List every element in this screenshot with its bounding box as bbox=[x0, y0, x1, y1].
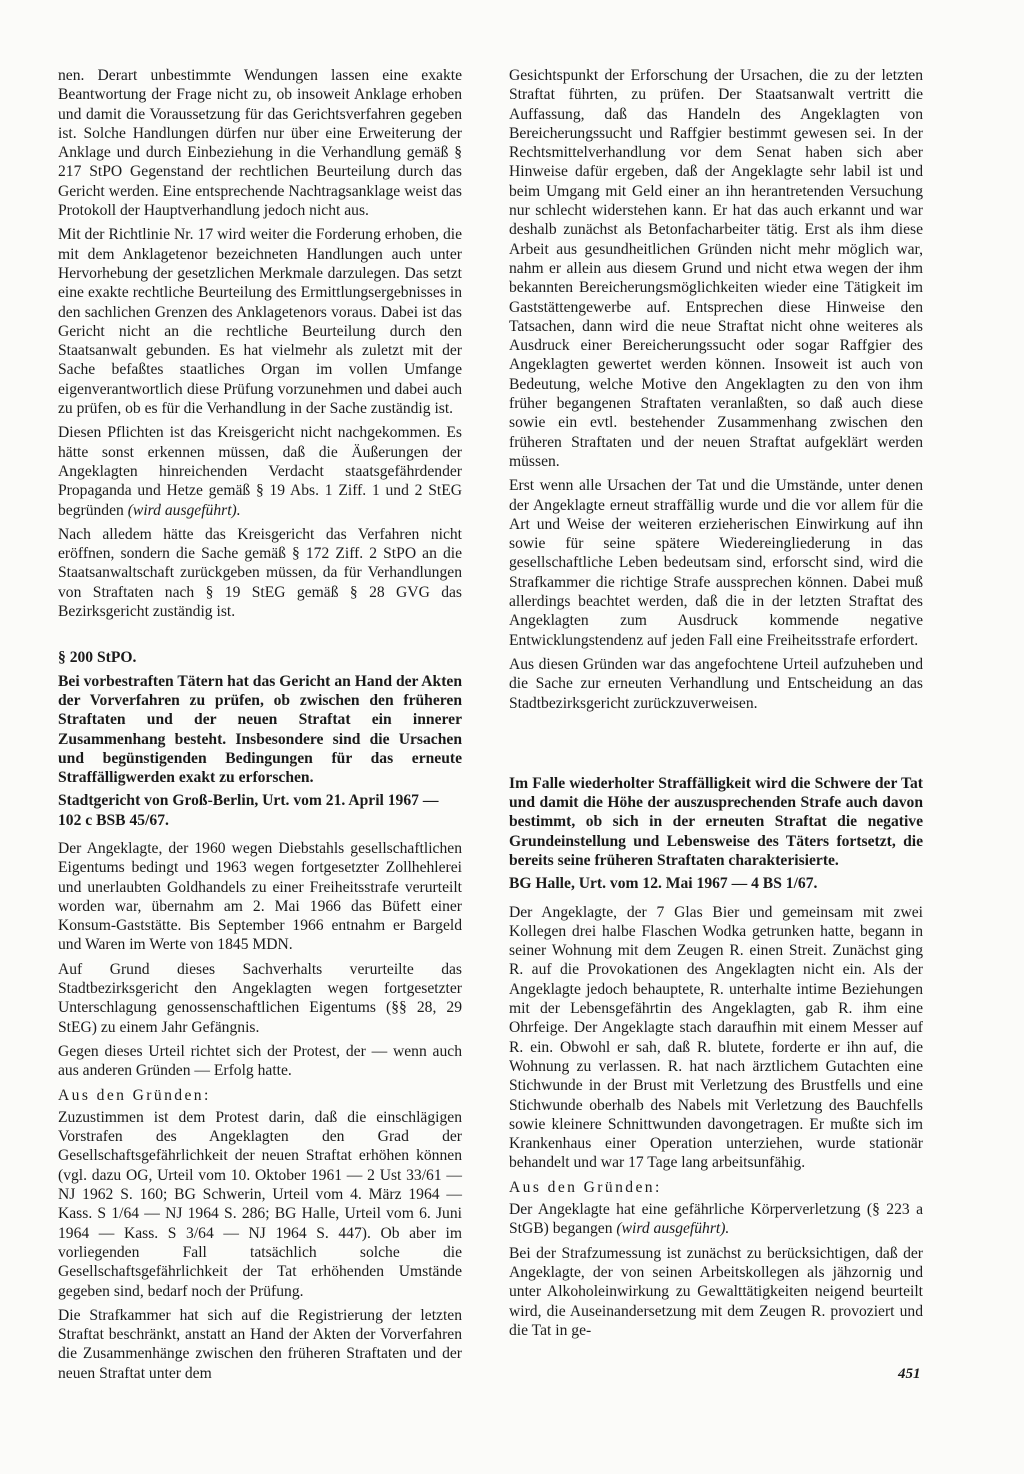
paragraph: Die Strafkammer hat sich auf die Registrierung der letzten Straftat beschränkt, anstatt an Hand der Akten der Vorverfahren die Zusammenhänge zwischen den früheren Straftaten und der neuen Straftat unter dem bbox=[58, 1306, 462, 1382]
paragraph: Gesichtspunkt der Erforschung der Ursachen, die zu der letzten Straftat führten, zu prüfen. Der Staatsanwalt vertritt die Auffassung, daß das Handeln des Angeklagten von Bereicherungssucht und Raffgier bestimmt gewesen sei. In der Rechtsmittelverhandlung vor dem Senat haben sich aber Hinweise dafür ergeben, daß der Angeklagte sehr labil ist und beim Umgang mit Geld einer an ihn herantretenden Versuchung nur schlecht widerstehen kann. Er hat das auch erkannt und war deshalb zunächst als Betonfacharbeiter tätig. Erst als ihm diese Arbeit aus gesundheitlichen Gründen nicht mehr möglich war, nahm er allein aus diesem Grund und nicht etwa wegen der ihm bekannten Bereicherungsmöglichkeiten wieder eine Tätigkeit im Gaststättengewerbe auf. Entsprechen diese Hinweise den Tatsachen, dann wird die neue Straftat nicht ohne weiteres als Ausdruck einer Bereicherungssucht oder sogar Raffgier des Angeklagten gewertet werden können. Insoweit ist auch von Bedeutung, welche Motive den Angeklagten zu den von ihm früher begangenen Straftaten veranlaßten, so daß auch diese sowie ein evtl. bestehender Zusammenhang zwischen den früheren Straftaten und der neuen Straftat aufgeklärt werden müssen. bbox=[509, 67, 923, 470]
right-column bbox=[509, 66, 923, 1345]
case-citation: BG Halle, Urt. vom 12. Mai 1967 — 4 BS 1/67. bbox=[509, 875, 818, 893]
paragraph: Bei der Strafzumessung ist zunächst zu berücksichtigen, daß der Angeklagte, der von seinen Arbeitskollegen als jähzornig und unter Alkoholeinwirkung zu Gewalttätigkeiten neigend beurteilt wird, die Auseinandersetzung mit dem Zeugen R. provoziert und die Tat in ge- bbox=[509, 1244, 923, 1339]
paragraph: Nach alledem hätte das Kreisgericht das Verfahren nicht eröffnen, sondern die Sache gemäß § 172 Ziff. 2 StPO an die Staatsanwaltschaft zurückgeben müssen, da für Verhandlungen von Straftaten nach § 19 StEG gemäß § 28 GVG das Bezirksgericht zuständig ist. bbox=[58, 525, 462, 621]
section-heading: § 200 StPO. bbox=[58, 649, 137, 667]
grounds-heading: Aus den Gründen: bbox=[509, 1178, 662, 1196]
italic-note: (wird ausgeführt). bbox=[616, 1220, 730, 1238]
grounds-heading: Aus den Gründen: bbox=[58, 1086, 211, 1104]
paragraph bbox=[509, 1200, 923, 1239]
paragraph: Der Angeklagte, der 1960 wegen Diebstahls gesellschaftlichen Eigentums bedingt und 1963 wegen fortgesetzter Zollhehlerei und unerlaubten Goldhandels zu einer Freiheitsstrafe verurteilt worden war, übernahm am 2. Mai 1966 das Büfett einer Konsum-Gaststätte. Bis September 1966 entnahm er Bargeld und Waren im Werte von 1845 MDN. bbox=[58, 839, 462, 954]
paragraph: Aus diesen Gründen war das angefochtene Urteil aufzuheben und die Sache zur erneuten Verhandlung und Entscheidung an das Stadtbezirksgericht zurückzuverweisen. bbox=[509, 655, 923, 712]
paragraph-text: Diesen Pflichten ist das Kreisgericht nicht nachgekommen. Es hätte sonst erkennen müssen, daß die Äußerungen der Angeklagten hinreichenden Verdacht staatsgefährdender Propaganda und Hetze gemäß § 19 Abs. 1 Ziff. 1 und 2 StEG begründen bbox=[58, 424, 462, 519]
paragraph-text: Der Angeklagte hat eine gefährliche Körperverletzung (§ 223 a StGB) begangen bbox=[509, 1201, 923, 1238]
paragraph: Gegen dieses Urteil richtet sich der Protest, der — wenn auch aus anderen Gründen — Erfolg hatte. bbox=[58, 1042, 462, 1080]
paragraph: Auf Grund dieses Sachverhalts verurteilte das Stadtbezirksgericht den Angeklagten wegen fortgesetzter Unterschlagung genossenschaftlichen Eigentums (§§ 28, 29 StEG) zu einem Jahr Gefängnis. bbox=[58, 960, 462, 1036]
headnote: Bei vorbestraften Tätern hat das Gericht an Hand der Akten der Vorverfahren zu prüfen, ob zwischen den früheren Straftaten und der neuen Straftat ein innerer Zusammenhang besteht. Insbesondere sind die Ursachen und begünstigenden Bedingungen für das erneute Straffälligwerden exakt zu erforschen. bbox=[58, 672, 462, 787]
paragraph: Der Angeklagte, der 7 Glas Bier und gemeinsam mit zwei Kollegen drei halbe Flaschen Wodka getrunken hatte, begann in seiner Wohnung mit dem Zeugen R. einen Streit. Zunächst ging R. auf die Provokationen des Angeklagten nicht ein. Als der Angeklagte jedoch behauptete, R. unterhalte intime Beziehungen mit der Lebensgefährtin des Angeklagten, gab R. ihm eine Ohrfeige. Der Angeklagte stach daraufhin mit einem Messer auf R. ein. Obwohl er sah, daß R. blutete, forderte er ihn auf, die Wohnung zu verlassen. R. hat nach ärztlichem Gutachten eine Stichwunde in der Brust mit Verletzung des Brustfells und eine Stichwunde oberhalb des Nabels mit Verletzung des Bauchfells sowie kleinere Schnittwunden davongetragen. Er mußte sich im Krankenhaus einer Operation unterziehen, wurde stationär behandelt und war 17 Tage lang arbeitsunfähig. bbox=[509, 903, 923, 1172]
paragraph bbox=[58, 423, 462, 519]
page-number: 451 bbox=[898, 1366, 921, 1382]
left-column bbox=[58, 66, 462, 1388]
paragraph: nen. Derart unbestimmte Wendungen lassen eine exakte Beantwortung der Frage nicht zu, ob insoweit Anklage erhoben und damit die Voraussetzung für das Gerichtsverfahren gegeben ist. Solche Handlungen dürfen nur über eine Erweiterung der Anklage und durch Einbeziehung in die Verhandlung gemäß § 217 StPO Gegenstand der rechtlichen Beurteilung durch das Gericht werden. Eine entsprechende Nachtragsanklage weist das Protokoll der Hauptverhandlung jedoch nicht aus. bbox=[58, 67, 462, 220]
paragraph: Mit der Richtlinie Nr. 17 wird weiter die Forderung erhoben, die mit dem Anklagetenor bezeichneten Handlungen auch unter Hervorhebung der gesetzlichen Merkmale darzulegen. Das setzt eine exakte rechtliche Beurteilung des Ermittlungsergebnisses in den sachlichen Grenzen des Anklagetenors voraus. Dabei ist das Gericht nicht an die rechtliche Beurteilung durch den Staatsanwalt gebunden. Es hat vielmehr als zuletzt mit der Sache befaßtes staatliches Organ im vollen Umfange eigenverantwortlich diese Prüfung vorzunehmen und dabei auch zu prüfen, ob es für die Verhandlung in der Sache zuständig ist. bbox=[58, 226, 462, 418]
paragraph: Erst wenn alle Ursachen der Tat und die Umstände, unter denen der Angeklagte erneut straffällig wurde und die vor allem für die Art und Weise der weiteren erzieherischen Einwirkung auf ihn sowie für seine spätere Wiedereingliederung in das gesellschaftliche Leben bedeutsam sind, erforscht sind, wird die Strafkammer die richtige Strafe aussprechen können. Dabei muß allerdings beachtet werden, daß die in der letzten Straftat des Angeklagten zum Ausdruck kommende negative Entwicklungstendenz auf jeden Fall eine Freiheitsstrafe erfordert. bbox=[509, 477, 923, 649]
italic-note: (wird ausgeführt). bbox=[127, 501, 241, 519]
paragraph: Zuzustimmen ist dem Protest darin, daß die einschlägigen Vorstrafen des Angeklagten den Grad der Gesellschaftsgefährlichkeit der neuen Straftat erhöhen können (vgl. dazu OG, Urteil vom 10. Oktober 1961 — 2 Ust 33/61 — NJ 1962 S. 160; BG Schwerin, Urteil vom 4. März 1964 — Kass. S 1/64 — NJ 1964 S. 286; BG Halle, Urteil vom 6. Juni 1964 — Kass. S 3/64 — NJ 1964 S. 447). Ob aber im vorliegenden Fall tatsächlich solche die Gesellschaftsgefährlichkeit der Tat erhöhenden Umstände gegeben sind, bedarf noch der Prüfung. bbox=[58, 1108, 462, 1300]
headnote: Im Falle wiederholter Straffälligkeit wird die Schwere der Tat und damit die Höhe der auszusprechenden Strafe auch davon bestimmt, ob sich in der erneuten Straftat die negative Grundeinstellung und Lebensweise des Täters fortsetzt, die bereits seine früheren Straftaten charakterisierte. bbox=[509, 774, 923, 869]
case-citation: Stadtgericht von Groß-Berlin, Urt. vom 21. April 1967 — 102 c BSB 45/67. bbox=[58, 792, 439, 829]
